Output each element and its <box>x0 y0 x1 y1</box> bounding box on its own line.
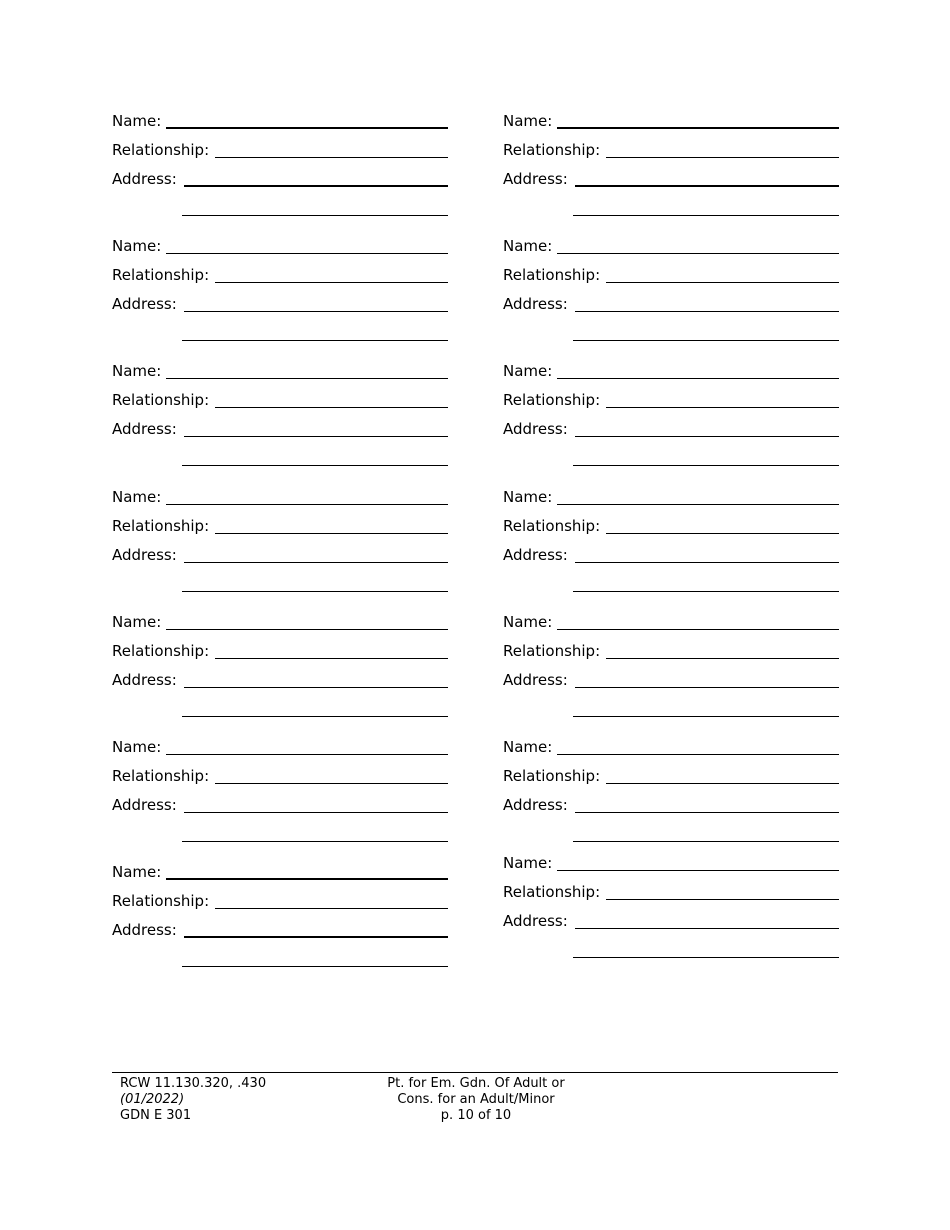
left-entry-block <box>112 112 448 222</box>
relationship-row <box>503 517 839 539</box>
address-line-2-field[interactable] <box>182 716 448 717</box>
relationship-label: Relationship: <box>112 266 210 284</box>
name-field[interactable] <box>166 878 448 880</box>
name-field[interactable] <box>557 504 839 505</box>
address-row <box>503 671 839 693</box>
address-label: Address: <box>503 420 568 438</box>
address-row <box>112 546 448 568</box>
left-entry-block <box>112 738 448 848</box>
address-line-2-field[interactable] <box>573 465 839 466</box>
relationship-row <box>503 883 839 905</box>
name-row <box>503 362 839 384</box>
relationship-field[interactable] <box>606 533 839 534</box>
relationship-field[interactable] <box>606 658 839 659</box>
relationship-row <box>112 892 448 914</box>
relationship-label: Relationship: <box>503 883 601 901</box>
address-field[interactable] <box>575 562 839 563</box>
relationship-row <box>112 266 448 288</box>
name-row <box>503 854 839 876</box>
address-row <box>503 912 839 934</box>
address-line-2-field[interactable] <box>573 215 839 216</box>
address-row <box>112 671 448 693</box>
name-label: Name: <box>112 488 162 506</box>
relationship-field[interactable] <box>215 533 448 534</box>
address-line-2-row <box>112 825 448 847</box>
relationship-row <box>503 642 839 664</box>
address-field[interactable] <box>575 928 839 929</box>
address-field[interactable] <box>575 185 839 187</box>
relationship-label: Relationship: <box>503 141 601 159</box>
name-field[interactable] <box>557 629 839 630</box>
address-label: Address: <box>112 546 177 564</box>
address-label: Address: <box>503 671 568 689</box>
footer-page-number: p. 10 of 10 <box>440 1108 512 1123</box>
name-field[interactable] <box>166 253 448 254</box>
right-entry-block <box>503 362 839 472</box>
footer-statute: RCW 11.130.320, .430 <box>120 1076 267 1091</box>
name-label: Name: <box>503 112 553 130</box>
relationship-field[interactable] <box>606 407 839 408</box>
right-entry-block <box>503 112 839 222</box>
address-row <box>112 295 448 317</box>
address-line-2-field[interactable] <box>182 215 448 216</box>
name-row <box>503 237 839 259</box>
address-field[interactable] <box>184 812 448 813</box>
name-label: Name: <box>112 863 162 881</box>
name-field[interactable] <box>166 378 448 379</box>
footer-left <box>120 1076 266 1124</box>
footer-center <box>360 1076 592 1124</box>
relationship-row <box>503 391 839 413</box>
name-label: Name: <box>112 237 162 255</box>
address-line-2-row <box>112 199 448 221</box>
address-label: Address: <box>112 671 177 689</box>
name-field[interactable] <box>557 253 839 254</box>
relationship-field[interactable] <box>215 908 448 909</box>
left-entry-block <box>112 863 448 973</box>
address-line-2-row <box>112 950 448 972</box>
address-line-2-row <box>503 825 839 847</box>
left-entry-block <box>112 488 448 598</box>
address-line-2-row <box>503 199 839 221</box>
name-label: Name: <box>503 362 553 380</box>
relationship-field[interactable] <box>215 157 448 158</box>
relationship-row <box>503 767 839 789</box>
address-line-2-field[interactable] <box>182 966 448 967</box>
right-entry-block <box>503 237 839 347</box>
address-line-2-row <box>503 700 839 722</box>
address-line-2-field[interactable] <box>573 957 839 958</box>
right-entry-block <box>503 488 839 598</box>
left-entry-block <box>112 362 448 472</box>
address-line-2-field[interactable] <box>573 591 839 592</box>
address-row <box>503 546 839 568</box>
address-line-2-field[interactable] <box>182 591 448 592</box>
name-label: Name: <box>112 613 162 631</box>
relationship-label: Relationship: <box>503 767 601 785</box>
address-row <box>503 170 839 192</box>
relationship-field[interactable] <box>215 282 448 283</box>
address-label: Address: <box>503 546 568 564</box>
name-row <box>112 863 448 885</box>
name-field[interactable] <box>166 754 448 755</box>
name-row <box>503 112 839 134</box>
relationship-row <box>503 266 839 288</box>
address-line-2-row <box>112 449 448 471</box>
address-label: Address: <box>112 295 177 313</box>
relationship-label: Relationship: <box>112 767 210 785</box>
address-line-2-field[interactable] <box>182 465 448 466</box>
address-field[interactable] <box>184 436 448 437</box>
name-row <box>112 237 448 259</box>
name-row <box>503 738 839 760</box>
relationship-label: Relationship: <box>112 517 210 535</box>
relationship-field[interactable] <box>215 658 448 659</box>
address-line-2-row <box>503 324 839 346</box>
name-label: Name: <box>112 362 162 380</box>
name-field[interactable] <box>166 629 448 630</box>
name-label: Name: <box>112 112 162 130</box>
relationship-row <box>112 642 448 664</box>
address-line-2-field[interactable] <box>573 716 839 717</box>
relationship-label: Relationship: <box>503 517 601 535</box>
name-field[interactable] <box>166 127 448 129</box>
name-row <box>112 362 448 384</box>
left-entry-block <box>112 613 448 723</box>
relationship-field[interactable] <box>215 783 448 784</box>
address-field[interactable] <box>184 687 448 688</box>
footer-date: (01/2022) <box>120 1092 185 1107</box>
relationship-field[interactable] <box>215 407 448 408</box>
address-field[interactable] <box>575 812 839 813</box>
relationship-field[interactable] <box>606 282 839 283</box>
name-row <box>112 488 448 510</box>
address-row <box>503 796 839 818</box>
address-label: Address: <box>112 420 177 438</box>
address-line-2-row <box>112 575 448 597</box>
address-field[interactable] <box>575 436 839 437</box>
name-row <box>112 112 448 134</box>
address-line-2-field[interactable] <box>182 841 448 842</box>
right-entry-block <box>503 613 839 723</box>
name-label: Name: <box>503 237 553 255</box>
relationship-row <box>112 141 448 163</box>
relationship-field[interactable] <box>606 783 839 784</box>
name-field[interactable] <box>557 754 839 755</box>
relationship-label: Relationship: <box>112 892 210 910</box>
address-row <box>112 170 448 192</box>
address-line-2-row <box>503 449 839 471</box>
footer-divider <box>112 1072 838 1073</box>
left-entry-block <box>112 237 448 347</box>
relationship-label: Relationship: <box>503 642 601 660</box>
right-entry-block <box>503 854 839 964</box>
address-line-2-row <box>503 575 839 597</box>
address-label: Address: <box>503 170 568 188</box>
address-row <box>112 921 448 943</box>
address-line-2-row <box>112 700 448 722</box>
relationship-label: Relationship: <box>112 391 210 409</box>
address-field[interactable] <box>575 311 839 312</box>
address-field[interactable] <box>184 562 448 563</box>
address-field[interactable] <box>184 936 448 938</box>
name-row <box>503 613 839 635</box>
right-entry-block <box>503 738 839 848</box>
name-row <box>503 488 839 510</box>
relationship-row <box>112 767 448 789</box>
name-field[interactable] <box>557 378 839 379</box>
relationship-label: Relationship: <box>112 141 210 159</box>
name-label: Name: <box>112 738 162 756</box>
footer-title-line1: Pt. for Em. Gdn. Of Adult or <box>387 1076 565 1091</box>
address-line-2-row <box>503 941 839 963</box>
relationship-field[interactable] <box>606 899 839 900</box>
relationship-row <box>112 391 448 413</box>
name-field[interactable] <box>557 870 839 871</box>
relationship-row <box>503 141 839 163</box>
footer-form-code: GDN E 301 <box>120 1108 192 1123</box>
relationship-label: Relationship: <box>503 266 601 284</box>
name-label: Name: <box>503 854 553 872</box>
address-label: Address: <box>112 796 177 814</box>
address-line-2-field[interactable] <box>182 340 448 341</box>
relationship-label: Relationship: <box>112 642 210 660</box>
address-row <box>503 420 839 442</box>
footer-title-line2: Cons. for an Adult/Minor <box>397 1092 555 1107</box>
address-line-2-row <box>112 324 448 346</box>
relationship-field[interactable] <box>606 157 839 158</box>
address-field[interactable] <box>575 687 839 688</box>
address-label: Address: <box>503 912 568 930</box>
name-row <box>112 738 448 760</box>
address-row <box>503 295 839 317</box>
address-row <box>112 420 448 442</box>
name-row <box>112 613 448 635</box>
name-field[interactable] <box>557 127 839 129</box>
name-field[interactable] <box>166 504 448 505</box>
address-field[interactable] <box>184 185 448 187</box>
name-label: Name: <box>503 738 553 756</box>
address-label: Address: <box>503 796 568 814</box>
relationship-label: Relationship: <box>503 391 601 409</box>
address-field[interactable] <box>184 311 448 312</box>
address-row <box>112 796 448 818</box>
address-line-2-field[interactable] <box>573 340 839 341</box>
name-label: Name: <box>503 488 553 506</box>
address-label: Address: <box>112 170 177 188</box>
address-label: Address: <box>503 295 568 313</box>
name-label: Name: <box>503 613 553 631</box>
address-label: Address: <box>112 921 177 939</box>
relationship-row <box>112 517 448 539</box>
address-line-2-field[interactable] <box>573 841 839 842</box>
